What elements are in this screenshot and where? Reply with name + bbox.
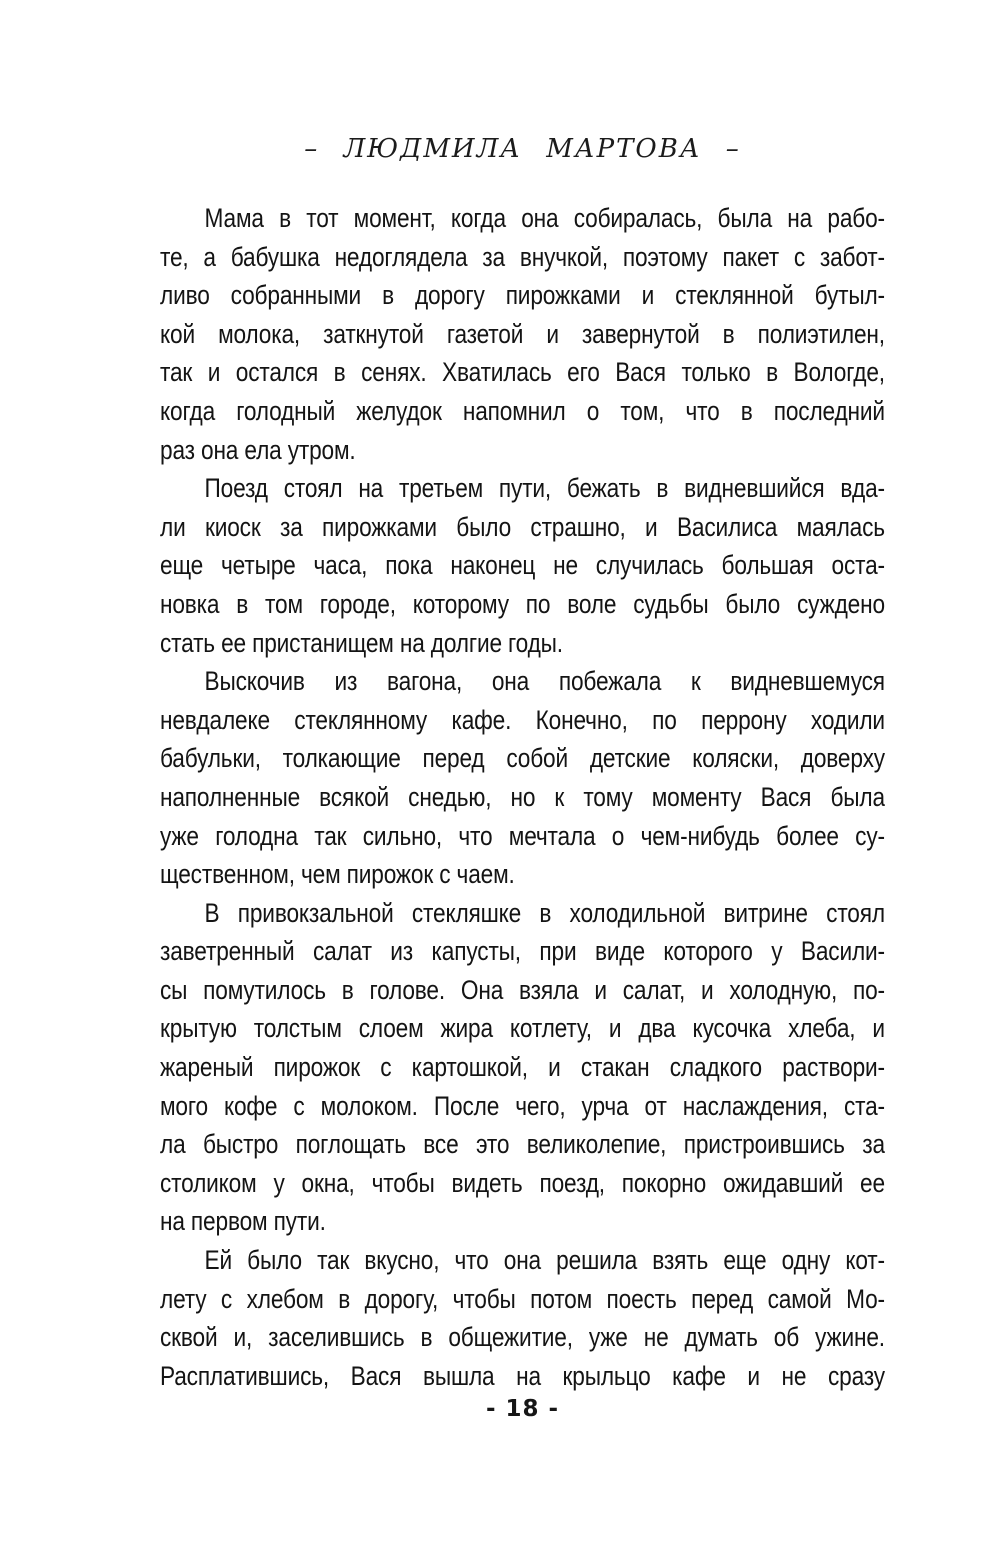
text-line: сквой и, заселившись в общежитие, уже не думать об ужине. — [160, 1322, 885, 1353]
text-line: наполненные всякой снедью, но к тому моменту Вася была — [160, 781, 885, 812]
text-line: бабульки, толкающие перед собой детские коляски, доверху — [160, 743, 885, 774]
text-line: крытую толстым слоем жира котлету, и два кусочка хлеба, и — [160, 1013, 885, 1044]
paragraph — [160, 1241, 885, 1395]
text-line: Ей было так вкусно, что она решила взять еще одну кот- — [204, 1245, 885, 1276]
paragraph — [160, 199, 885, 469]
text-line: Выскочив из вагона, она побежала к видневшемуся — [204, 666, 885, 697]
paragraph — [160, 469, 885, 662]
text-line: щественном, чем пирожок с чаем. — [160, 859, 515, 890]
text-line: Поезд стоял на третьем пути, бежать в видневшийся вда- — [204, 473, 885, 504]
text-line: еще четыре часа, пока наконец не случилась большая оста- — [160, 550, 885, 581]
text-line: Мама в тот момент, когда она собиралась, была на рабо- — [204, 203, 885, 233]
text-line: уже голодна так сильно, что мечтала о чем-нибудь более су- — [160, 820, 885, 851]
text-line: Расплатившись, Вася вышла на крыльцо кафе и не сразу — [160, 1360, 885, 1391]
text-line: невдалеке стеклянному кафе. Конечно, по перрону ходили — [160, 704, 885, 735]
text-line: на первом пути. — [160, 1206, 326, 1237]
text-line: мого кофе с молоком. После чего, урча от наслаждения, ста- — [160, 1090, 885, 1121]
paragraph — [160, 894, 885, 1241]
page-number: - 18 - — [485, 1396, 560, 1422]
text-line: В привокзальной стекляшке в холодильной витрине стоял — [204, 897, 885, 928]
text-line: заветренный салат из капусты, при виде которого у Васили- — [160, 936, 885, 967]
text-line: так и остался в сенях. Хватилась его Вася только в Вологде, — [160, 357, 885, 388]
text-line: жареный пирожок с картошкой, и стакан сладкого раствори- — [160, 1052, 885, 1083]
text-line: раз она ела утром. — [160, 434, 356, 465]
text-line: сы помутилось в голове. Она взяла и салат, и холодную, по- — [160, 974, 885, 1005]
text-line: стать ее пристанищем на долгие годы. — [160, 627, 563, 658]
text-line: те, а бабушка недоглядела за внучкой, поэтому пакет с забот- — [160, 241, 885, 272]
paragraph — [160, 662, 885, 894]
page-text — [160, 199, 885, 1395]
text-line: когда голодный желудок напомнил о том, что в последний — [160, 395, 885, 426]
text-line: лету с хлебом в дорогу, чтобы потом поесть перед самой Мо- — [160, 1283, 885, 1314]
text-line: кой молока, заткнутой газетой и завернутой в полиэтилен, — [160, 318, 885, 349]
text-line: ли киоск за пирожками было страшно, и Василиса маялась — [160, 511, 885, 542]
text-line: ла быстро поглощать все это великолепие, пристроившись за — [160, 1129, 885, 1160]
text-line: новка в том городе, которому по воле судьбы было суждено — [160, 588, 885, 619]
text-line: столиком у окна, чтобы видеть поезд, покорно ожидавший ее — [160, 1167, 885, 1198]
running-header-author: – ЛЮДМИЛА МАРТОВА – — [304, 134, 741, 164]
text-line: ливо собранными в дорогу пирожками и стеклянной бутыл- — [160, 280, 885, 311]
